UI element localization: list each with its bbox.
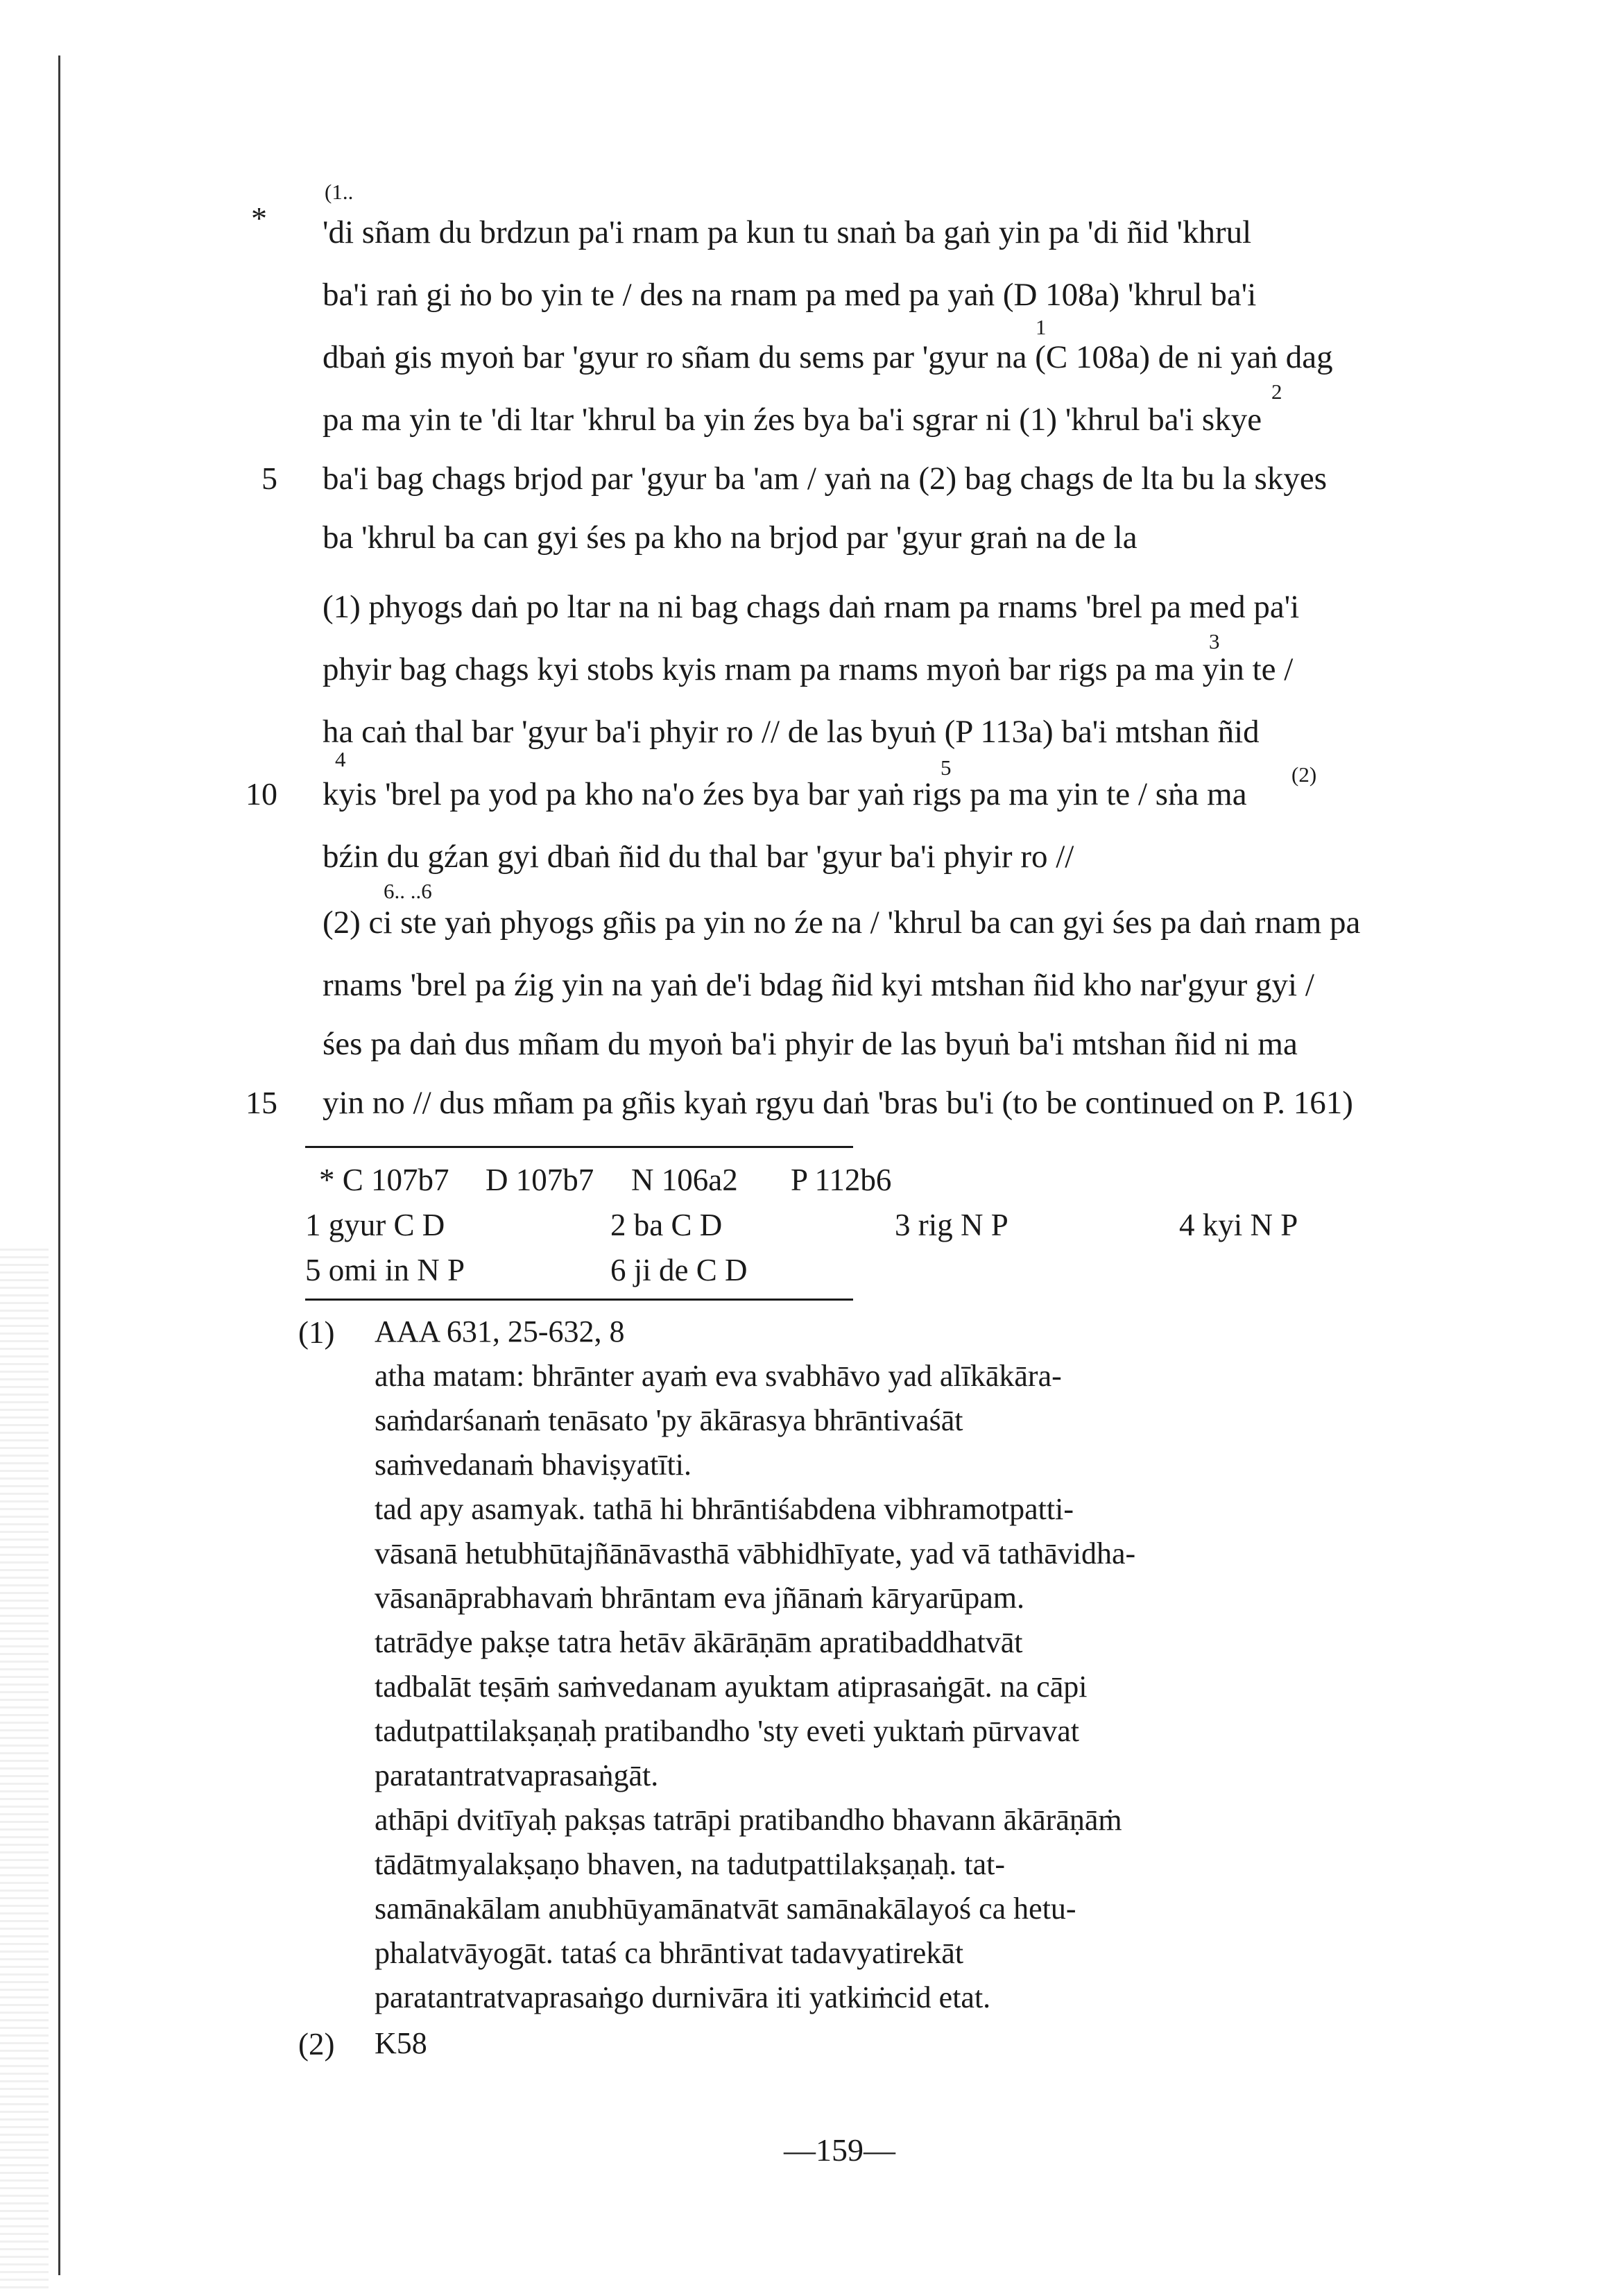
line-text: pa ma yin te 'di ltar 'khrul ba yin źes bya ba'i sgrar ni (1) 'khrul ba'i skye — [323, 402, 1262, 438]
line-text: bźin du gźan gyi dbaṅ ñid du thal bar 'gyur ba'i phyir ro // — [323, 839, 1074, 875]
page-number: —159— — [784, 2132, 895, 2168]
text-line-11 — [0, 825, 1623, 888]
footnote-line: phalatvāyogāt. tataś ca bhrāntivat tadavyatirekāt — [375, 1936, 964, 1970]
footnote-line: samānakālam anubhūyamānatvāt samānakālayoś ca hetu- — [375, 1892, 1076, 1926]
footnote-line: vāsanāprabhavaṁ bhrāntam eva jñānaṁ kāryarūpam. — [375, 1581, 1025, 1615]
footnote-line: saṁdarśanaṁ tenāsato 'py ākārasya bhrāntivaśāt — [375, 1403, 963, 1437]
line-text: phyir bag chags kyi stobs kyis rnam pa rnams myoṅ bar rigs pa ma yin te / — [323, 651, 1294, 687]
variant-row-sources — [305, 1158, 1415, 1201]
text-line-9 — [0, 701, 1623, 763]
line-text: 'di sñam du brdzun pa'i rnam pa kun tu snaṅ ba gaṅ yin pa 'di ñid 'khrul — [323, 214, 1252, 250]
text-line-5 — [0, 447, 1623, 510]
line-text: ba'i raṅ gi ṅo bo yin te / des na rnam pa med pa yaṅ (D 108a) 'khrul ba'i — [323, 277, 1257, 313]
text-line-12 — [0, 891, 1623, 954]
footnote-number: (1) — [298, 1315, 335, 1350]
footnote-line: tādātmyalakṣaṇo bhaven, na tadutpattilakṣaṇaḥ. tat- — [375, 1847, 1006, 1881]
footnote-line: tatrādye pakṣe tatra hetāv ākārāṇām apratibaddhatvāt — [375, 1625, 1023, 1659]
variant-source: N 106a2 — [631, 1163, 738, 1197]
footnote-line: tad apy asamyak. tathā hi bhrāntiśabdena vibhramotpatti- — [375, 1492, 1074, 1526]
text-line-4 — [0, 388, 1623, 451]
variant-ref-2: 2 — [1271, 379, 1282, 404]
footnote-line: vāsanā hetubhūtajñānāvasthā vābhidhīyate, yad vā tathāvidha- — [375, 1536, 1136, 1570]
footnote-ref-2: (2) — [1291, 762, 1317, 787]
footnote-number: (2) — [298, 2027, 335, 2062]
variant-source: * C 107b7 — [319, 1163, 449, 1197]
footnote-line: athāpi dvitīyaḥ pakṣas tatrāpi pratibandho bhavann ākārāṇāṁ — [375, 1803, 1122, 1837]
reference-asterisk: * — [251, 200, 267, 236]
text-line-7 — [0, 576, 1623, 638]
variant-row-1 — [305, 1203, 1415, 1246]
footnote-line: K58 — [375, 2026, 427, 2060]
line-number: 10 — [246, 776, 277, 812]
text-line-1 — [0, 201, 1623, 264]
line-number: 15 — [246, 1085, 277, 1120]
text-line-6 — [0, 506, 1623, 569]
line-text: ba'i bag chags brjod par 'gyur ba 'am / yaṅ na (2) bag chags de lta bu la skyes — [323, 461, 1328, 497]
variant-ref-5: 5 — [941, 755, 952, 780]
footnote-line: tadbalāt teṣāṁ saṁvedanam ayuktam atiprasaṅgāt. na cāpi — [375, 1670, 1088, 1704]
variant-entry: 3 rig N P — [895, 1208, 1008, 1242]
variant-row-2 — [305, 1249, 1415, 1292]
text-line-15 — [0, 1072, 1623, 1134]
line-text: rnams 'brel pa źig yin na yaṅ de'i bdag ñid kyi mtshan ñid kho nar'gyur gyi / — [323, 967, 1314, 1003]
text-line-13 — [0, 954, 1623, 1016]
variant-entry: 1 gyur C D — [305, 1208, 445, 1242]
text-line-8 — [0, 638, 1623, 701]
variant-source: D 107b7 — [486, 1163, 594, 1197]
variant-source: P 112b6 — [791, 1163, 892, 1197]
footnote-line: saṁvedanaṁ bhaviṣyatīti. — [375, 1448, 692, 1482]
line-text: yin no // dus mñam pa gñis kyaṅ rgyu daṅ 'bras bu'i (to be continued on P. 161) — [323, 1085, 1353, 1121]
text-line-2 — [0, 264, 1623, 326]
line-text: ha caṅ thal bar 'gyur ba'i phyir ro // de las byuṅ (P 113a) ba'i mtshan ñid — [323, 714, 1260, 750]
line-text: kyis 'brel pa yod pa kho na'o źes bya bar yaṅ rigs pa ma yin te / sṅa ma — [323, 776, 1247, 812]
line-text: (2) ci ste yaṅ phyogs gñis pa yin no źe na / 'khrul ba can gyi śes pa daṅ rnam pa — [323, 905, 1361, 941]
variant-ref-4: 4 — [335, 747, 346, 771]
variant-ref-6: 6.. ..6 — [384, 879, 432, 903]
text-line-14 — [0, 1013, 1623, 1075]
line-text: śes pa daṅ dus mñam du myoṅ ba'i phyir de las byuṅ ba'i mtshan ñid ni ma — [323, 1026, 1298, 1062]
variant-entry: 4 kyi N P — [1179, 1208, 1298, 1242]
footnote-line: atha matam: bhrānter ayaṁ eva svabhāvo yad alīkākāra- — [375, 1359, 1062, 1393]
line-number: 5 — [261, 461, 277, 496]
text-line-3 — [0, 326, 1623, 388]
text-line-10 — [0, 763, 1623, 825]
apparatus-top-rule — [305, 1146, 853, 1148]
variant-entry: 5 omi in N P — [305, 1253, 465, 1287]
footnote-line: paratantratvaprasaṅgo durnivāra iti yatkiṁcid etat. — [375, 1980, 991, 2014]
binding-edge-speckle — [0, 1249, 49, 2289]
variant-ref-3: 3 — [1209, 629, 1220, 653]
footnote-ref-1-open: (1.. — [325, 180, 354, 204]
line-text: dbaṅ gis myoṅ bar 'gyur ro sñam du sems par 'gyur na (C 108a) de ni yaṅ dag — [323, 339, 1333, 375]
variant-ref-1: 1 — [1036, 315, 1047, 339]
footnote-line: tadutpattilakṣaṇaḥ pratibandho 'sty eveti yuktaṁ pūrvavat — [375, 1714, 1079, 1748]
notes-top-rule — [305, 1299, 853, 1301]
footnote-line: AAA 631, 25-632, 8 — [375, 1314, 625, 1348]
line-text: ba 'khrul ba can gyi śes pa kho na brjod par 'gyur graṅ na de la — [323, 520, 1137, 556]
variant-entry: 6 ji de C D — [610, 1253, 748, 1287]
line-text: (1) phyogs daṅ po ltar na ni bag chags daṅ rnam pa rnams 'brel pa med pa'i — [323, 589, 1300, 625]
footnote-line: paratantratvaprasaṅgāt. — [375, 1758, 659, 1792]
variant-entry: 2 ba C D — [610, 1208, 723, 1242]
